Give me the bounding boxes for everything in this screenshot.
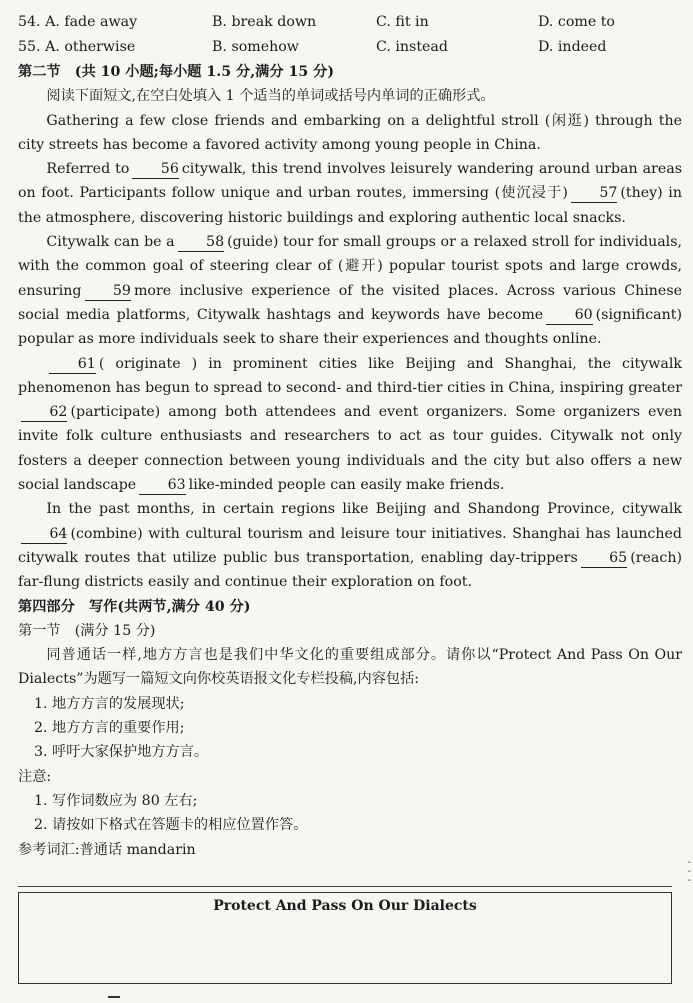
passage-text: (significant) popular as more individuals seek to share their experiences and thoughts online. [18, 306, 682, 348]
passage-text: Citywalk can be a [46, 234, 175, 251]
passage-text: (guide) tour for small groups or a relaxed stroll for individuals, with the common goal of steering clear of (避开) popular tourist spots and large crowds, ensuring [18, 234, 683, 299]
passage-text: (they) in the atmosphere, discovering historic buildings and exploring authentic local snacks. [18, 185, 682, 226]
writing-prompt: 同普通话一样,地方方言也是我们中华文化的重要组成部分。请你以“Protect And Pass On Our Dialects”为题写一篇短文向你校英语报文化专栏投稿,内容包括: [18, 647, 682, 688]
q54-option-d: D. come to [538, 14, 615, 30]
blank-58[interactable]: 58 [178, 234, 224, 252]
blank-61[interactable]: 61 [49, 356, 95, 374]
passage-text: In the past months, in certain regions like Beijing and Shandong Province, citywalk [46, 501, 682, 518]
question-55-options [18, 35, 682, 60]
note-item-1: 1. 写作词数应为 80 左右; [34, 792, 198, 809]
passage-text: (participate) among both attendees and event organizers. Some organizers even invite folk culture enthusiasts and researchers to act as tour guides. Citywalk not only fosters a deeper connection between young individuals and the city but also offers a new social landscape [18, 404, 682, 494]
prompt-item-2: 2. 地方方言的重要作用; [34, 720, 185, 737]
q55-option-c: C. instead [376, 39, 448, 55]
passage-paragraph-5 [18, 497, 682, 594]
passage-text: Referred to [46, 161, 130, 178]
passage-text: (reach) far-flung districts easily and continue their exploration on foot. [18, 549, 682, 591]
section2-instruction: 阅读下面短文,在空白处填入 1 个适当的单词或括号内单词的正确形式。 [46, 88, 495, 105]
passage-paragraph-1: Gathering a few close friends and embarking on a delightful stroll (闲逛) through the city streets has become a favored activity among young people in China. [18, 112, 682, 153]
passage-text: ( originate ) in prominent cities like Beijing and Shanghai, the citywalk phenomenon has begun to spread to second- and third-tier cities in China, inspiring greater [18, 355, 682, 396]
blank-62[interactable]: 62 [21, 404, 67, 422]
passage-text: like-minded people can easily make friends. [188, 477, 505, 494]
divider [18, 886, 672, 887]
answer-box-title: Protect And Pass On Our Dialects [213, 898, 477, 914]
blank-65[interactable]: 65 [581, 550, 627, 568]
exam-page [18, 10, 682, 862]
blank-56[interactable]: 56 [132, 161, 178, 179]
prompt-item-3: 3. 呼吁大家保护地方方言。 [34, 744, 209, 761]
section2-heading: 第二节 (共 10 小题;每小题 1.5 分,满分 15 分) [18, 64, 335, 80]
prompt-item-1: 1. 地方方言的发展现状; [34, 695, 185, 712]
passage-paragraph-2 [18, 157, 682, 230]
bottom-mark [108, 996, 120, 998]
part4-section1-heading: 第一节 (满分 15 分) [18, 622, 156, 639]
blank-64[interactable]: 64 [21, 526, 67, 544]
q54-option-a: 54. A. fade away [18, 14, 138, 30]
blank-57[interactable]: 57 [571, 185, 617, 203]
answer-box[interactable] [18, 892, 672, 984]
note-item-2: 2. 请按如下格式在答题卡的相应位置作答。 [34, 817, 308, 834]
passage-text: (combine) with cultural tourism and leisure tour initiatives. Shanghai has launched citywalk routes that utilize public bus transportation, enabling day-trippers [18, 525, 682, 566]
passage-paragraph-3 [18, 230, 682, 351]
q54-option-b: B. break down [212, 14, 317, 30]
edge-marks: - - - [687, 857, 691, 886]
passage-text: citywalk, this trend involves leisurely wandering around urban areas on foot. Participants follow unique and urban routes, immersing (使沉浸于) [18, 161, 682, 202]
q55-option-a: 55. A. otherwise [18, 39, 136, 55]
passage-text: more inclusive experience of the visited places. Across various Chinese social media platforms, Citywalk hashtags and keywords have become [18, 282, 682, 323]
note-label: 注意: [18, 768, 52, 785]
q55-option-b: B. somehow [212, 39, 299, 55]
reference-vocabulary: 参考词汇:普通话 mandarin [18, 841, 196, 858]
q54-option-c: C. fit in [376, 14, 429, 30]
blank-59[interactable]: 59 [85, 283, 131, 301]
question-54-options [18, 10, 682, 35]
blank-63[interactable]: 63 [139, 477, 185, 495]
q55-option-d: D. indeed [538, 39, 607, 55]
part4-heading: 第四部分 写作(共两节,满分 40 分) [18, 598, 251, 615]
passage-paragraph-4 [18, 352, 682, 498]
blank-60[interactable]: 60 [546, 307, 592, 325]
